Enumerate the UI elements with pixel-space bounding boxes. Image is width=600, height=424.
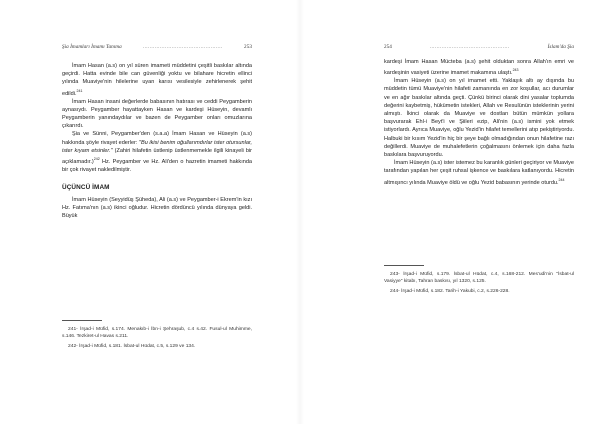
footnote: 242- İrşad-i Müfid, s.181. İsbat-ul Hüdat, c.5, s.129 ve 134. bbox=[68, 344, 196, 350]
running-head-right bbox=[384, 44, 574, 50]
right-footnotes bbox=[384, 271, 574, 299]
paragraph-text: kardeşi İmam Hasan Mücteba (a.s) şehit olduktan sonra Allah'ın emri ve kardeşinin vasiyeti üzerine imamet makamına ulaştı. bbox=[384, 59, 574, 77]
footnote-ref: 244 bbox=[558, 177, 565, 182]
right-body-text bbox=[384, 58, 574, 187]
page-number: 254 bbox=[384, 44, 392, 50]
paragraph-text: (Zahiri hilafetin üstlenip üstlenmemekle ilgili kinayeli bir açıklamadır.) bbox=[62, 147, 252, 165]
footnote-ref: 243 bbox=[512, 68, 519, 73]
footnote-divider bbox=[384, 265, 424, 266]
paragraph-text: İmam Hüseyin (a.s) ister istemez bu karanlık günleri geçiriyor ve Muaviye tarafından yapılan her çeşit ruhsal işkence ve baskılara katlanıyordu. Hicretin altmışıncı yılında Muaviye öldü ve oğlu Yezid babasının yerinde oturdu. bbox=[384, 160, 574, 186]
running-head-dots: ............................................... bbox=[143, 44, 223, 50]
right-page bbox=[300, 0, 600, 424]
running-head-title: Şia İmamları İmamı Tanıma bbox=[62, 44, 122, 50]
paragraph: İmam Hüseyin (a.s) on yıl imamet etti. Yaklaşık altı ay dışında bu müddetin tümü Muaviye'nin hilafeti zamanında en zor koşullar, acı durumlar ve en ağır baskılar altında geçti. Çünkü birinci olarak dini yasalar toplumda değerini kaybetmiş, hükümetin istekleri, Allah ve Resulünün isteklerinin yerini almıştı. İkinci olarak da Muaviye ve dostları bütün mümkün yollara başvurarak Ehl-i Beyt'i ve Şiileri ezip, Ali'nin (a.s) ismini yok etmek istiyorlardı. Ayrıca Muaviye, oğlu Yezid'in hilafet temellerini atıp pekiştiriyordu. Halbuki bir kısım Yezid'in hiç bir şeye bağlı olmadığından onun hilafetine razı değillerdi. Muaviye de muhalefetlerin çoğalmasını önlemek için daha fazla baskılara başvuruyordu. bbox=[384, 78, 574, 159]
running-head-left bbox=[62, 44, 252, 50]
paragraph bbox=[62, 62, 252, 98]
footnote: 244- İrşad-i Müfid, s.182. Tarih-i Yakubi, c.2, s.226-228. bbox=[390, 289, 510, 295]
paragraph: İmam Hasan insani değerlerde babasının hatırası ve ceddi Peygamberin aynasıydı. Peygamber hayattayken Hasan ve kardeşi Hüseyin, devamlı Peygamberin yanındaydılar ve bazen de Peygamber onları omuzlarına çıkarırdı. bbox=[62, 98, 252, 130]
footnote-ref: 242 bbox=[93, 157, 100, 162]
hadith-quote: "Bu ikisi benim oğullarımdırlar ister otursunlar, ister kıyam etsinler." bbox=[62, 139, 252, 154]
page-number: 253 bbox=[244, 44, 252, 50]
footnote-ref: 241 bbox=[76, 88, 83, 93]
paragraph-text: İmam Hasan (a.s) on yıl süren imameti müddetini çeşitli baskılar altında geçirdi. Hatta evinde bile can güvenliği yoktu ve bilahare hicretin ellinci yılında Muaviye'nin hilelerine uyan karısı vesilesiyle zehirlenerek şehit edildi. bbox=[62, 63, 252, 97]
paragraph-text: Hz. Peygamber ve Hz. Ali'den o hazretin imameti hakkında bir çok rivayet nakledilmiştir. bbox=[62, 158, 252, 174]
paragraph bbox=[384, 159, 574, 186]
running-head-title: İslam'da Şia bbox=[547, 44, 574, 50]
paragraph bbox=[62, 130, 252, 174]
left-body-text bbox=[62, 62, 252, 220]
paragraph-text: Şia ve Sünni, Peygamber'den (s.a.a) İmam Hasan ve Hüseyin (a.s) hakkında şöyle rivayet ederler: bbox=[62, 131, 252, 146]
paragraph bbox=[384, 58, 574, 77]
footnote: 243- İrşad-i Müfid, s.179. İsbat-ul Hüdat, c.4, s.168-212. Mes'udi'nin "İsbat-ul Vasiyye" kitabı, Tahran baskısı, yıl 1320, s.125. bbox=[384, 272, 574, 285]
footnote: 241- İrşad-i Müfid, s.174. Menakıb-i İbn-i Şehraşub, c.4 s.42. Fusul-ul Muhimme, s.146. Tezkiret-ul Havas s.211. bbox=[62, 327, 252, 340]
section-heading: ÜÇÜNCÜ İMAM bbox=[62, 184, 110, 192]
footnote-divider bbox=[62, 320, 102, 321]
running-head-dots: ............................................... bbox=[429, 44, 510, 50]
paragraph: İmam Hüseyin (Seyyidüş Şüheda), Ali (a.s) ve Peygamber-i Ekrem'in kızı Hz. Fatıma'nın (a.s) ikinci oğludur. Hicretin dördüncü yılında dünyaya geldi. Büyük bbox=[62, 196, 252, 219]
left-footnotes bbox=[62, 326, 252, 354]
